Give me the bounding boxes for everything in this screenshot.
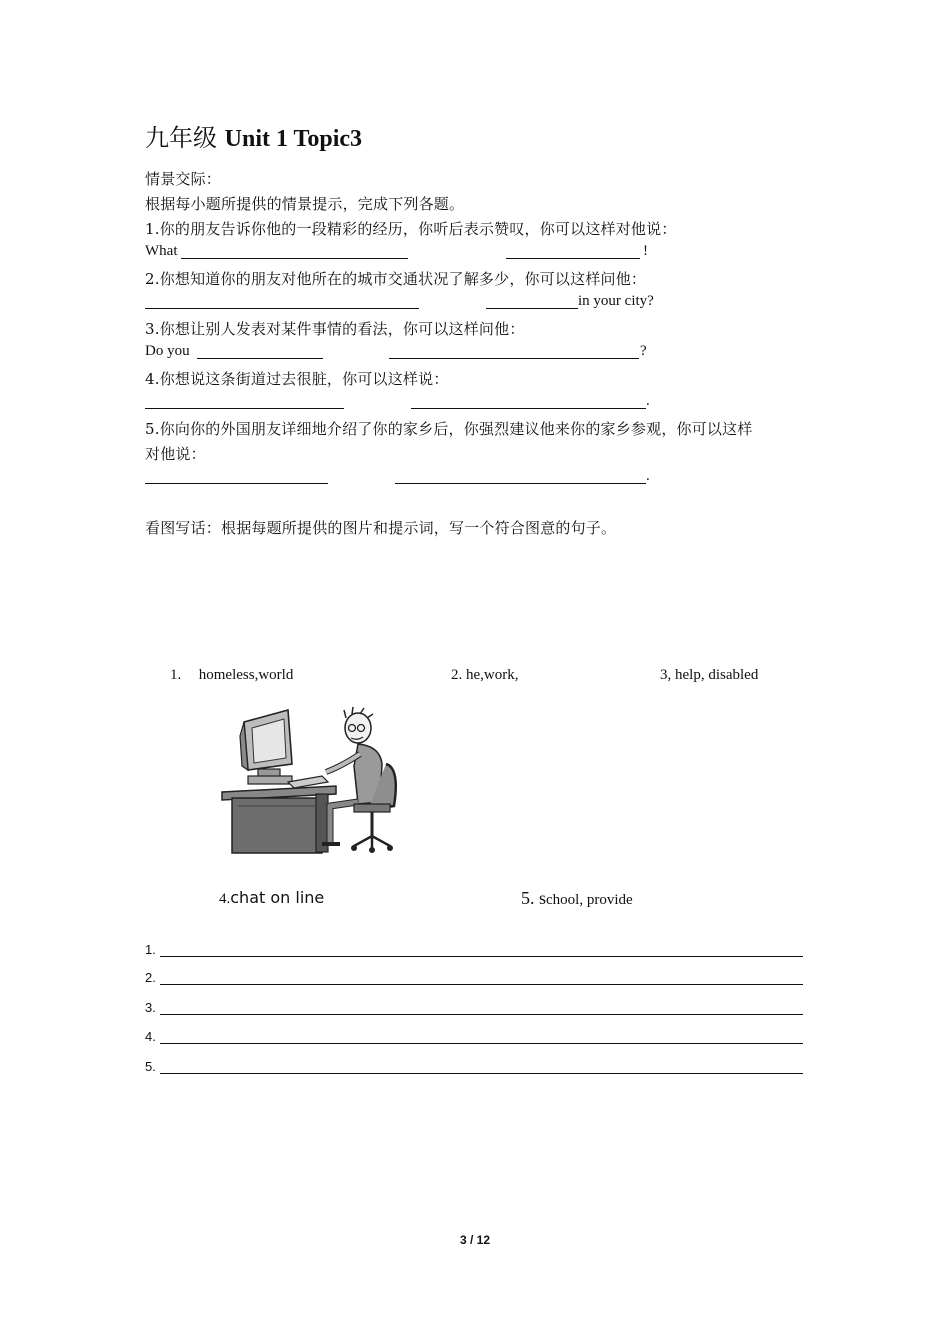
section1-heading: 情景交际： <box>145 170 222 188</box>
hint-1-text: homeless,world <box>198 667 294 683</box>
q1-prompt: 1.你的朋友告诉你他的一段精彩的经历，你听后表示赞叹，你可以这样对他说： <box>145 220 677 238</box>
answer-line-1[interactable] <box>160 956 803 957</box>
q4-prompt: 4.你想说这条街道过去很脏，你可以这样说： <box>145 370 449 388</box>
computer-user-illustration <box>218 706 402 856</box>
q2-prompt: 2.你想知道你的朋友对他所在的城市交通状况了解多少，你可以这样问他： <box>145 270 647 288</box>
q5-end: . <box>646 468 650 484</box>
hint-3: 3, help, disabled <box>660 667 759 683</box>
q1-blank-1[interactable] <box>181 258 408 259</box>
hint-5 <box>521 888 633 909</box>
hint-2: 2. he,work, <box>451 667 519 683</box>
answer-label-1: 1. <box>145 942 156 957</box>
q4-end: . <box>646 393 650 409</box>
answer-line-3[interactable] <box>160 1014 803 1015</box>
q1-prefix: What <box>145 243 178 259</box>
hint-5-text: chool, provide <box>546 892 633 908</box>
answer-line-5[interactable] <box>160 1073 803 1074</box>
hint-4-num: 4. <box>219 891 231 907</box>
q4-blank-2[interactable] <box>411 408 646 409</box>
q5-blank-1[interactable] <box>145 483 328 484</box>
q1-end: ! <box>643 243 648 259</box>
q3-blank-1[interactable] <box>197 358 323 359</box>
title-en: Unit 1 Topic3 <box>224 126 363 152</box>
answer-label-3: 3. <box>145 1000 156 1015</box>
q2-blank-2[interactable] <box>486 308 578 309</box>
answer-line-4[interactable] <box>160 1043 803 1044</box>
answer-line-2[interactable] <box>160 984 803 985</box>
q5-blank-2[interactable] <box>395 483 646 484</box>
q3-blank-2[interactable] <box>389 358 639 359</box>
title-cn: 九年级 <box>145 124 217 152</box>
q2-end: in your city? <box>578 293 654 309</box>
q3-prompt: 3.你想让别人发表对某件事情的看法，你可以这样问他： <box>145 320 525 338</box>
q4-blank-1[interactable] <box>145 408 344 409</box>
q2-blank-1[interactable] <box>145 308 419 309</box>
q1-blank-2[interactable] <box>506 258 640 259</box>
answer-label-2: 2. <box>145 970 156 985</box>
q5-prompt-line1: 5.你向你的外国朋友详细地介绍了你的家乡后，你强烈建议他来你的家乡参观，你可以这样 <box>145 420 753 438</box>
page-title <box>145 118 362 153</box>
q3-prefix: Do you <box>145 343 190 359</box>
answer-label-4: 4. <box>145 1029 156 1044</box>
hint-4 <box>219 888 324 908</box>
hint-1 <box>170 667 293 684</box>
hint-4-text: chat on line <box>230 888 325 907</box>
page-number: 3 / 12 <box>459 1233 491 1247</box>
answer-label-5: 5. <box>145 1059 156 1074</box>
hint-5-num: 5. s <box>521 888 547 908</box>
section1-instruction: 根据每小题所提供的情景提示，完成下列各题。 <box>145 195 465 213</box>
q5-prompt-line2: 对他说： <box>145 445 206 463</box>
hint-1-num: 1. <box>170 667 182 683</box>
q3-end: ? <box>640 343 647 359</box>
section2-heading: 看图写话：根据每题所提供的图片和提示词，写一个符合图意的句子。 <box>145 519 617 537</box>
